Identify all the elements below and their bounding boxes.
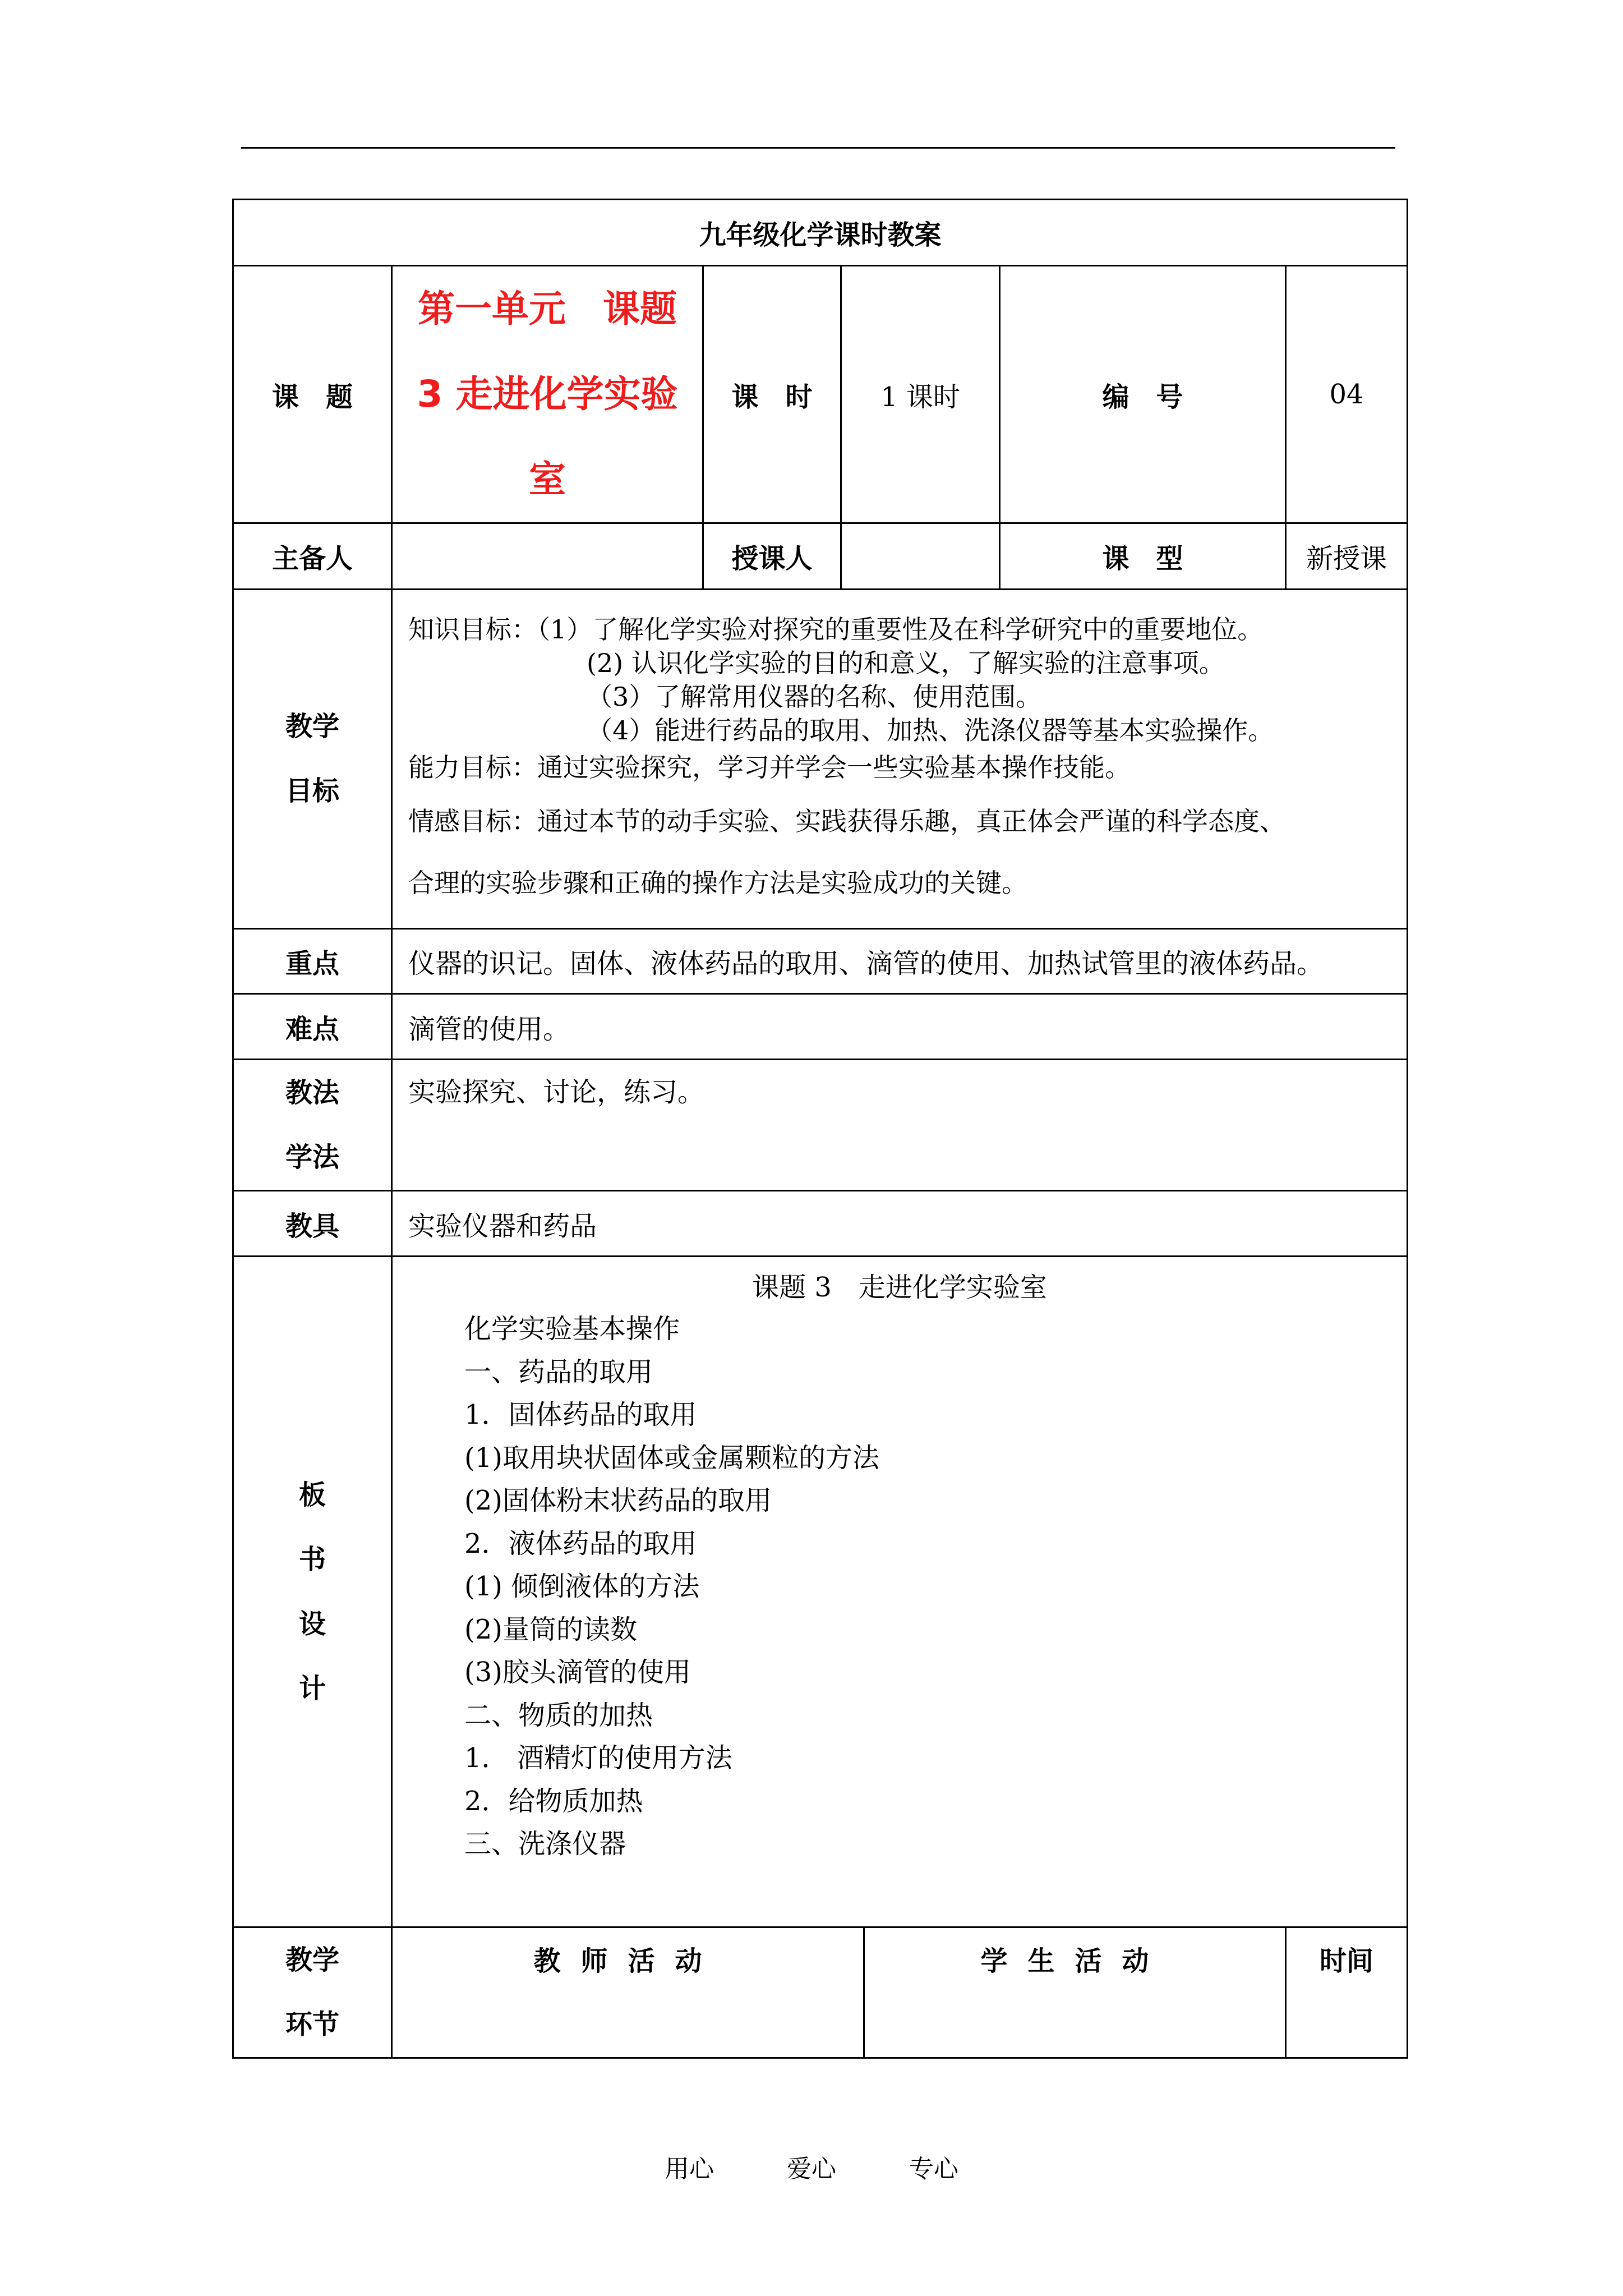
methods-label — [233, 1060, 392, 1191]
number-label: 编 号 — [1000, 266, 1286, 523]
board-item: (1) 倾倒液体的方法 — [464, 1571, 700, 1602]
key-points-label: 重点 — [233, 929, 392, 994]
board-item: 1．固体药品的取用 — [464, 1399, 697, 1430]
board-item: 三、洗涤仪器 — [464, 1828, 626, 1860]
key-points-text: 仪器的识记。固体、液体药品的取用、滴管的使用、加热试管里的液体药品。 — [392, 929, 1408, 994]
board-item: 化学实验基本操作 — [464, 1313, 680, 1345]
lesson-type-value: 新授课 — [1286, 523, 1408, 590]
knowledge-item: （1）了解化学实验对探究的重要性及在科学研究中的重要地位。 — [537, 614, 1264, 645]
tools-label: 教具 — [233, 1191, 392, 1257]
board-item: 二、物质的加热 — [464, 1699, 653, 1731]
emotion-objective-line: 情感目标：通过本节的动手实验、实践获得乐趣，真正体会严谨的科学态度、 — [408, 806, 1285, 836]
board-design — [392, 1257, 1408, 1927]
teacher-label: 授课人 — [703, 523, 841, 590]
preparer-value — [392, 523, 703, 590]
difficulty-label: 难点 — [233, 994, 392, 1060]
board-item: 2．给物质加热 — [464, 1785, 643, 1817]
footer — [0, 2148, 1623, 2184]
lesson-type-label: 课 型 — [1000, 523, 1286, 590]
number-value: 04 — [1286, 266, 1408, 523]
footer-text: 用心 — [665, 2155, 714, 2183]
objectives-label — [233, 590, 392, 929]
footer-text: 专心 — [909, 2155, 958, 2183]
board-item: (1)取用块状固体或金属颗粒的方法 — [464, 1442, 879, 1474]
board-item: 1． 酒精灯的使用方法 — [464, 1742, 732, 1774]
topic-line: 室 — [529, 458, 566, 501]
preparer-label: 主备人 — [233, 523, 392, 590]
board-item: 一、药品的取用 — [464, 1356, 653, 1388]
board-label-char: 板 — [298, 1479, 326, 1511]
difficulty-text: 滴管的使用。 — [392, 994, 1408, 1060]
student-activity-header: 学生活动 — [864, 1927, 1286, 2058]
objectives-label-line: 教学 — [285, 711, 339, 742]
topic-label: 课 题 — [233, 266, 392, 523]
board-label-char: 计 — [298, 1672, 326, 1704]
teacher-activity-header: 教师活动 — [392, 1927, 864, 2058]
time-header: 时间 — [1286, 1927, 1408, 2058]
lesson-plan-table — [232, 199, 1408, 2059]
phase-label-line: 环节 — [285, 2009, 339, 2040]
objectives-content — [392, 590, 1408, 929]
knowledge-objective — [408, 613, 1395, 646]
knowledge-item: （3）了解常用仪器的名称、使用范围。 — [587, 682, 1042, 712]
hours-value: 1 课时 — [841, 266, 1000, 523]
methods-label-line: 学法 — [285, 1141, 339, 1173]
topic-line: 3 走进化学实验 — [417, 372, 678, 416]
footer-text: 爱心 — [787, 2155, 836, 2183]
knowledge-item: （4）能进行药品的取用、加热、洗涤仪器等基本实验操作。 — [587, 715, 1274, 746]
board-title: 课题 3 走进化学实验室 — [752, 1272, 1047, 1303]
topic-line: 第一单元 课题 — [418, 287, 677, 330]
ability-objective: 能力目标：通过实验探究，学习并学会一些实验基本操作技能。 — [408, 752, 1131, 783]
tools-text: 实验仪器和药品 — [392, 1191, 1408, 1257]
header-rule — [241, 147, 1395, 149]
knowledge-prefix: 知识目标： — [408, 614, 537, 645]
knowledge-item: (2) 认识化学实验的目的和意义，了解实验的注意事项。 — [587, 648, 1225, 678]
board-label-char: 设 — [298, 1608, 326, 1640]
board-item: (3)胶头滴管的使用 — [464, 1657, 691, 1688]
topic-value — [392, 266, 703, 523]
doc-title: 九年级化学课时教案 — [233, 200, 1408, 266]
teacher-value — [841, 523, 1000, 590]
board-label-char: 书 — [298, 1543, 326, 1575]
methods-label-line: 教法 — [285, 1076, 339, 1108]
board-item: (2)固体粉末状药品的取用 — [464, 1485, 772, 1516]
board-item: (2)量筒的读数 — [464, 1613, 637, 1645]
phase-label-line: 教学 — [285, 1944, 339, 1976]
phase-label — [233, 1927, 392, 2058]
board-label — [233, 1257, 392, 1927]
objectives-label-line: 目标 — [285, 775, 339, 807]
methods-text: 实验探究、讨论，练习。 — [392, 1060, 1408, 1191]
emotion-objective-line: 合理的实验步骤和正确的操作方法是实验成功的关键。 — [408, 868, 1027, 898]
board-item: 2．液体药品的取用 — [464, 1527, 697, 1559]
hours-label: 课 时 — [703, 266, 841, 523]
